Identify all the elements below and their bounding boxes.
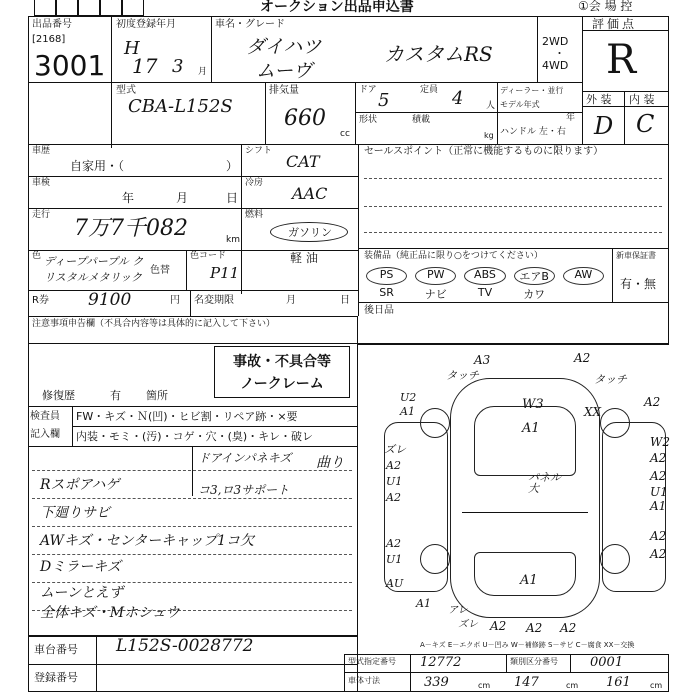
mark-3: タッチ <box>446 369 479 382</box>
chassis-value: L152S-0028772 <box>116 636 254 656</box>
inspection-label: 車検 <box>32 178 51 188</box>
interior-label: 内 装 <box>629 93 655 106</box>
mark-11: W2 <box>650 435 670 449</box>
recycle-label: R券 <box>32 295 49 306</box>
mark-6: A1 <box>400 405 415 418</box>
fuel-label: 燃料 <box>245 210 264 220</box>
shift-value: CAT <box>286 152 320 171</box>
mark-10: A1 <box>522 421 540 436</box>
rear-seat-label: 後日品 <box>364 305 394 316</box>
equip-sr: SR <box>379 286 394 299</box>
remark-1: Rスポアハゲ <box>40 477 120 493</box>
reg-month-unit: 月 <box>198 67 208 77</box>
mileage-value: 7万7千082 <box>74 216 188 241</box>
mark-17: パネル大 <box>528 471 561 495</box>
capacity-label: 定員 <box>420 85 439 95</box>
capacity-unit: 人 <box>486 101 496 111</box>
mark-15: A2 <box>650 469 667 483</box>
dims-width: 147 <box>514 675 539 690</box>
remark-2: 下廻りサビ <box>40 505 110 521</box>
tax-month: 月 <box>286 295 296 306</box>
remark-mid-3: 曲り <box>316 455 344 471</box>
mark-32: A1 <box>416 597 431 610</box>
dims-height: 161 <box>606 675 631 690</box>
shift-label: シフト <box>245 146 273 156</box>
no-claim-stamp <box>214 346 350 398</box>
mark-20: A1 <box>650 499 667 513</box>
mark-4: タッチ <box>594 373 627 386</box>
mark-8: XX <box>584 405 602 419</box>
lot-code: [2168] <box>32 34 66 45</box>
drive-dot: ・ <box>554 47 565 60</box>
exterior-label: 外 装 <box>586 93 612 106</box>
equip-aw: AW <box>563 267 604 285</box>
checker-row-1: FW・キズ・Ｎ(凹)・ヒビ割・リペア跡・×要 <box>76 410 298 423</box>
mark-1: A3 <box>474 353 491 367</box>
mileage-unit: km <box>226 235 240 245</box>
mark-31: A2 <box>650 547 667 561</box>
interior-score: C <box>636 110 655 138</box>
aircon-value: AAC <box>292 184 328 203</box>
equip-navi: ナビ <box>424 288 447 301</box>
remark-4: Dミラーキズ <box>40 559 121 575</box>
repair-label: 修復歴 <box>42 389 75 402</box>
inspection-year: 年 <box>122 191 135 205</box>
handle-label: ハンドル 左・右 <box>500 127 566 137</box>
equip-tv: TV <box>477 286 493 299</box>
sheet-title: オークション出品申込書 <box>260 0 414 15</box>
form-label-2: 類別区分番号 <box>510 657 558 666</box>
wheel-rear-right <box>600 544 630 574</box>
shape-label: 形状 <box>359 115 378 125</box>
reg-year: 17 <box>132 54 158 78</box>
type-value: CBA-L152S <box>128 96 233 117</box>
name-label: 車名・グレード <box>215 19 285 30</box>
equipment-label: 装備品（純正品に限り○をつけてください） <box>364 251 543 261</box>
dims-label: 車体寸法 <box>348 676 380 685</box>
color-value: ディープパープル クリスタルメタリック <box>44 255 144 284</box>
stamp-line-2: ノークレーム <box>240 376 324 392</box>
capacity-value: 4 <box>452 88 464 109</box>
lot-label: 出品番号 <box>32 19 72 30</box>
tax-day: 日 <box>340 295 350 306</box>
exterior-score: D <box>594 112 614 140</box>
fuel-gasoline: ガソリン <box>288 226 332 239</box>
load-label: 積載 <box>412 115 431 125</box>
color-code: P11 <box>210 264 240 282</box>
wheel-rear-left <box>420 544 450 574</box>
checker-label-2: 記入欄 <box>30 429 60 440</box>
mark-13: ズレ <box>384 443 406 456</box>
chassis-label: 車台番号 <box>34 643 78 656</box>
remark-3: AWキズ・センターキャップ1コ欠 <box>40 533 254 549</box>
mark-5: U2 <box>400 391 417 404</box>
mark-14: A2 <box>386 459 401 472</box>
mark-9: A2 <box>644 395 661 409</box>
tax-label: 名変期限 <box>194 295 234 306</box>
mark-26: アレ <box>448 605 468 616</box>
reg-era: H <box>124 38 140 59</box>
checker-row-2: 内装・モミ・(汚)・コゲ・穴・(臭)・キレ・破レ <box>76 430 314 443</box>
color-code-label: 色コード <box>190 251 227 261</box>
remark-mid-2: コ3,ロ3サポート <box>198 483 290 497</box>
load-unit: kg <box>484 131 494 140</box>
form-label-1: 型式指定番号 <box>348 657 396 666</box>
color-change-label: 色替 <box>150 265 170 276</box>
mark-18: A2 <box>386 491 401 504</box>
recycle-value: 9100 <box>88 290 132 310</box>
wheel-front-left <box>420 408 450 438</box>
mark-7: W3 <box>522 397 544 412</box>
mark-12: A2 <box>650 451 667 465</box>
model-year-label: モデル年式 <box>500 100 540 109</box>
mark-29: A2 <box>526 621 543 635</box>
reg-number-label: 登録番号 <box>34 671 78 684</box>
drive-2wd: 2WD <box>542 35 569 48</box>
type-label: 型式 <box>116 85 136 96</box>
dealer-label: ディーラー・並行 <box>500 86 564 95</box>
mark-23: A2 <box>650 529 667 543</box>
equipment-grid <box>362 266 608 300</box>
equip-ps: PS <box>366 267 407 285</box>
mark-30: A2 <box>560 621 577 635</box>
vehicle-model: ムーヴ <box>256 60 313 82</box>
mileage-label: 走行 <box>32 210 51 220</box>
inspection-day: 日 <box>226 191 239 205</box>
dims-length: 339 <box>424 675 449 690</box>
doors-label: ドア <box>359 85 377 95</box>
equip-pw: PW <box>415 267 456 285</box>
stamp-line-1: 事故・不具合等 <box>233 354 331 370</box>
checker-label-1: 検査員 <box>30 411 60 422</box>
mark-2: A2 <box>574 351 591 365</box>
venue-copy: ①会 場 控 <box>578 0 633 13</box>
form-value-2: 0001 <box>590 655 624 670</box>
fuel-diesel: 軽 油 <box>290 251 318 265</box>
selling-points-label: セールスポイント（正常に機能するものに限ります） <box>364 146 604 157</box>
form-value-1: 12772 <box>420 655 462 670</box>
equip-airbag: エアB <box>514 267 555 285</box>
use-close: ） <box>226 159 239 173</box>
dims-unit-2: cm <box>566 681 579 690</box>
equip-leather: カワ <box>523 288 546 301</box>
mark-19: U1 <box>650 485 668 499</box>
remark-5: ムーンとえず <box>40 585 124 601</box>
use-value: 自家用・（ <box>70 159 125 173</box>
reg-label: 初度登録年月 <box>116 19 176 30</box>
mark-16: U1 <box>386 475 403 488</box>
dims-unit-1: cm <box>478 681 491 690</box>
score-label: 評価点 <box>592 17 638 31</box>
use-label: 車歴 <box>32 146 51 156</box>
header-boxes <box>34 0 144 16</box>
color-label: 色 <box>32 251 42 261</box>
score-value: R <box>606 37 637 83</box>
model-year-unit: 年 <box>566 113 576 123</box>
damage-legend: A－キズ E－エクボ U－凹み W－補修跡 S－サビ C－腐食 XX－交換 <box>420 641 635 649</box>
inspection-month: 月 <box>176 191 189 205</box>
new-car-label: 新車保証書 <box>616 251 656 260</box>
reg-month: 3 <box>172 56 184 77</box>
mark-22: U1 <box>386 553 403 566</box>
repair-value: 有 <box>110 389 121 402</box>
mark-24: AU <box>386 577 404 590</box>
displacement-unit: cc <box>340 129 350 139</box>
displacement-value: 660 <box>284 106 326 131</box>
equip-abs: ABS <box>464 267 505 285</box>
lot-number: 3001 <box>34 49 106 82</box>
new-car-value: 有・無 <box>620 277 657 291</box>
vehicle-grade: カスタムRS <box>384 42 493 66</box>
remark-6: 全体キズ・Mホシュウ <box>40 605 180 621</box>
dims-unit-3: cm <box>650 681 663 690</box>
doors-value: 5 <box>378 90 390 111</box>
notes-label: 注意事項申告欄（不具合内容等は具体的に記入して下さい） <box>32 319 276 329</box>
mark-28: A2 <box>490 619 507 633</box>
drive-4wd: 4WD <box>542 59 569 72</box>
wheel-front-right <box>600 408 630 438</box>
car-hood-outline <box>474 406 576 476</box>
mark-25: A1 <box>520 573 538 588</box>
vehicle-maker: ダイハツ <box>246 36 322 58</box>
recycle-unit: 円 <box>170 295 180 306</box>
mark-21: A2 <box>386 537 401 550</box>
repair-unit: 箇所 <box>146 389 168 402</box>
displacement-label: 排気量 <box>269 85 299 96</box>
mark-27: ズレ <box>458 619 478 630</box>
aircon-label: 冷房 <box>245 178 264 188</box>
remark-mid-1: ドアインパネキズ <box>198 451 292 465</box>
